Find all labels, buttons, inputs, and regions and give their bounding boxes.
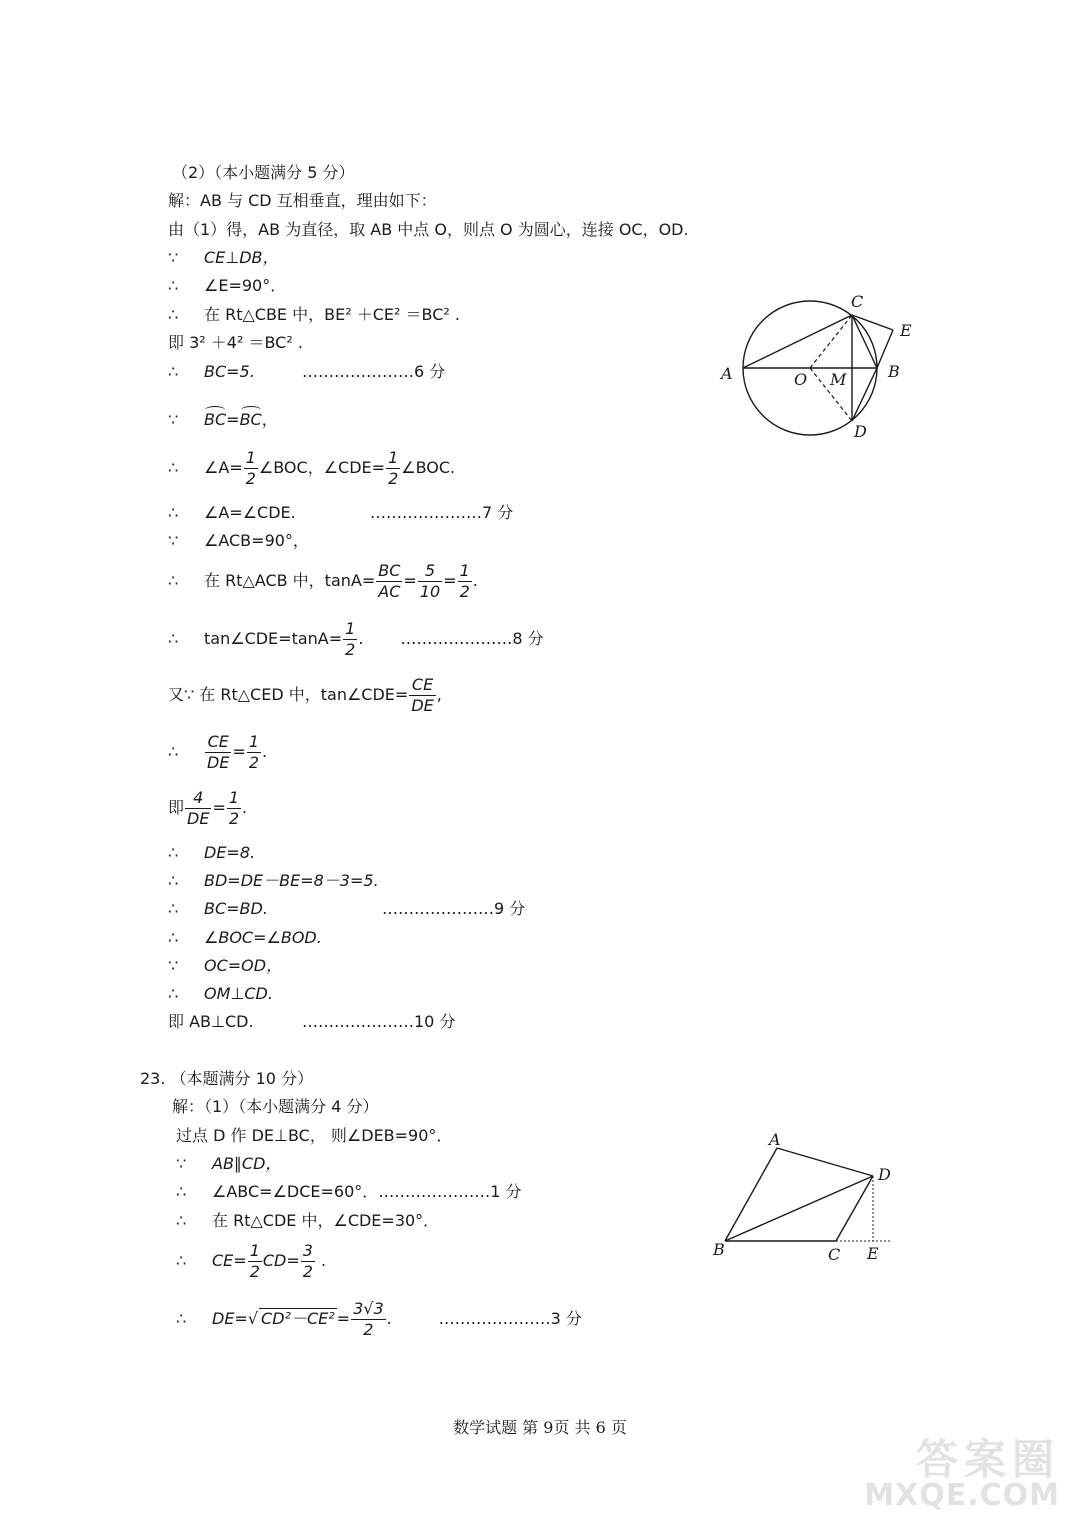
fraction-3root3-2: $\frac{3√3}{2}$ (353, 1299, 384, 1339)
score-marker: …………………1 分 (378, 1182, 522, 1201)
part2-header: （2）（本小题满分 5 分） (172, 163, 355, 182)
solution-line: 由（1）得，AB 为直径，取 AB 中点 O，则点 O 为圆心，连接 OC，OD. (168, 220, 689, 239)
therefore-symbol: ∴ (168, 742, 179, 761)
therefore-symbol: ∴ (168, 984, 179, 1003)
therefore-symbol: ∴ (168, 871, 179, 890)
solution-line: ∴ ∠ABC=∠DCE=60°．…………………1 分 (176, 1182, 522, 1201)
solution-line: ∴ ∠A=∠CDE. …………………7 分 (168, 503, 514, 522)
solution-line: ∴ CE= $\frac{1}{2}$ CD= $\frac{3}{2}$ . (176, 1241, 327, 1281)
solution-line: ∴ ∠E=90°． (168, 276, 287, 295)
solution-line: 即 $\frac{4}{DE}$ = $\frac{1}{2}$ . (168, 788, 248, 828)
label-a: A (721, 364, 733, 383)
score-marker: …………………3 分 (438, 1309, 582, 1328)
therefore-symbol: ∴ (168, 899, 179, 918)
therefore-symbol: ∴ (176, 1309, 187, 1328)
label-b: B (713, 1240, 725, 1259)
score-marker: …………………8 分 (400, 629, 544, 648)
solution-line: ∵ CE⊥DB， (168, 248, 279, 267)
watermark (864, 1435, 1060, 1513)
fraction-ce-de: $\frac{CE}{DE}$ (411, 675, 434, 715)
solution-line: ∴ tan∠CDE=tanA= $\frac{1}{2}$ . …………………8 分 (168, 619, 544, 659)
solution-line: ∴ BD=DE－BE=8－3=5. (168, 871, 379, 890)
solution-line: ∵ BC=BC， (168, 410, 278, 429)
segment-ac (743, 315, 852, 368)
sqrt-expression: CD²－CE² (261, 1309, 335, 1328)
solution-line: ∴ DE=8. (168, 843, 256, 862)
solution-line: ∴ $\frac{CE}{DE}$ = $\frac{1}{2}$ . (168, 732, 268, 772)
label-e: E (900, 321, 912, 340)
label-m: M (830, 370, 847, 389)
fraction-half: $\frac{1}{2}$ (249, 1241, 260, 1281)
because-symbol: ∵ (168, 956, 179, 975)
therefore-symbol: ∴ (176, 1211, 187, 1230)
segment-oc (810, 315, 852, 368)
therefore-symbol: ∴ (168, 305, 179, 324)
fraction-ce-de: $\frac{CE}{DE}$ (207, 732, 230, 772)
segment-ad (777, 1148, 873, 1176)
arc-bc: BC (204, 410, 227, 429)
label-c: C (851, 292, 864, 311)
label-e: E (867, 1244, 879, 1263)
fraction-half: $\frac{1}{2}$ (228, 788, 240, 828)
because-symbol: ∵ (168, 410, 179, 429)
therefore-symbol: ∴ (168, 629, 179, 648)
score-marker: …………………10 分 (302, 1012, 456, 1031)
therefore-symbol: ∴ (168, 362, 179, 381)
label-a: A (769, 1130, 781, 1149)
trapezoid-figure (705, 1125, 905, 1270)
because-symbol: ∵ (168, 531, 179, 550)
solution-line: ∴ BC=5. …………………6 分 (168, 362, 446, 381)
arc-bc: BC (239, 410, 262, 429)
solution-line: 即 AB⊥CD. …………………10 分 (168, 1012, 456, 1031)
therefore-symbol: ∴ (176, 1182, 187, 1201)
therefore-symbol: ∴ (168, 276, 179, 295)
therefore-symbol: ∴ (168, 571, 179, 590)
therefore-symbol: ∴ (168, 458, 179, 477)
solution-line: ∴ 在 Rt△CBE 中，BE² ＋CE² ＝BC² . (168, 305, 460, 324)
score-marker: …………………7 分 (370, 503, 514, 522)
segment-ab (725, 1148, 777, 1241)
solution-line: ∴ ∠BOC=∠BOD. (168, 928, 322, 947)
fraction-half: $\frac{1}{2}$ (388, 448, 399, 488)
solution-line: ∴ DE=√ CD²－CE² = $\frac{3√3}{2}$ . …………………3 分 (176, 1299, 582, 1339)
solution-line: ∴ ∠A= $\frac{1}{2}$ ∠BOC，∠CDE= $\frac{1}{2}$ ∠BOC. (168, 448, 456, 488)
because-symbol: ∵ (168, 248, 179, 267)
solution-line: 即 3² ＋4² ＝BC² . (168, 333, 303, 352)
fraction-4-de: $\frac{4}{DE}$ (187, 788, 210, 828)
solution-line: ∴ OM⊥CD. (168, 984, 273, 1003)
solution-line: 过点 D 作 DE⊥BC， 则∠DEB=90°． (176, 1126, 453, 1145)
question-23-header: 23. （本题满分 10 分） (140, 1069, 314, 1088)
segment-db (852, 368, 877, 421)
question-23-sub: 解：（1）（本小题满分 4 分） (172, 1097, 379, 1116)
fraction-half: $\frac{1}{2}$ (248, 732, 260, 772)
therefore-symbol: ∴ (168, 928, 179, 947)
solution-line: ∵ AB∥CD， (176, 1154, 282, 1173)
watermark-bottom: MXQE.COM (864, 1478, 1060, 1513)
fraction-5-10: $\frac{5}{10}$ (419, 561, 441, 601)
solution-line: ∵ OC=OD， (168, 956, 283, 975)
fraction-half: $\frac{1}{2}$ (345, 619, 356, 659)
fraction-3-2: $\frac{3}{2}$ (302, 1241, 313, 1281)
fraction-half: $\frac{1}{2}$ (459, 561, 470, 601)
segment-bd (725, 1176, 873, 1241)
part2-intro: 解：AB 与 CD 互相垂直，理由如下： (168, 191, 437, 210)
solution-line: ∴ BC=BD. …………………9 分 (168, 899, 526, 918)
score-marker: …………………6 分 (302, 362, 446, 381)
segment-dc (836, 1176, 873, 1241)
therefore-symbol: ∴ (168, 843, 179, 862)
solution-line: ∵ ∠ACB=90°， (168, 531, 309, 550)
therefore-symbol: ∴ (176, 1251, 187, 1270)
label-c: C (828, 1245, 841, 1264)
score-marker: …………………9 分 (382, 899, 526, 918)
watermark-top: 答案圈 (915, 1435, 1060, 1484)
solution-line: ∴ 在 Rt△CDE 中，∠CDE=30°． (176, 1211, 440, 1230)
because-symbol: ∵ (176, 1154, 187, 1173)
label-d: D (854, 422, 867, 441)
page-footer: 数学试题 第 9页 共 6 页 (453, 1418, 627, 1437)
label-b: B (888, 362, 900, 381)
fraction-half: $\frac{1}{2}$ (245, 448, 256, 488)
therefore-symbol: ∴ (168, 503, 179, 522)
circle-figure (715, 288, 925, 448)
fraction-bc-ac: $\frac{BC}{AC}$ (378, 561, 401, 601)
solution-line: 又∵ 在 Rt△CED 中，tan∠CDE= $\frac{CE}{DE}$ , (168, 675, 442, 715)
label-o: O (794, 370, 808, 389)
solution-line: ∴ 在 Rt△ACB 中，tanA= $\frac{BC}{AC}$ = $\frac{5}{10}$ = $\frac{1}{2}$ . (168, 561, 478, 601)
label-d: D (878, 1165, 891, 1184)
